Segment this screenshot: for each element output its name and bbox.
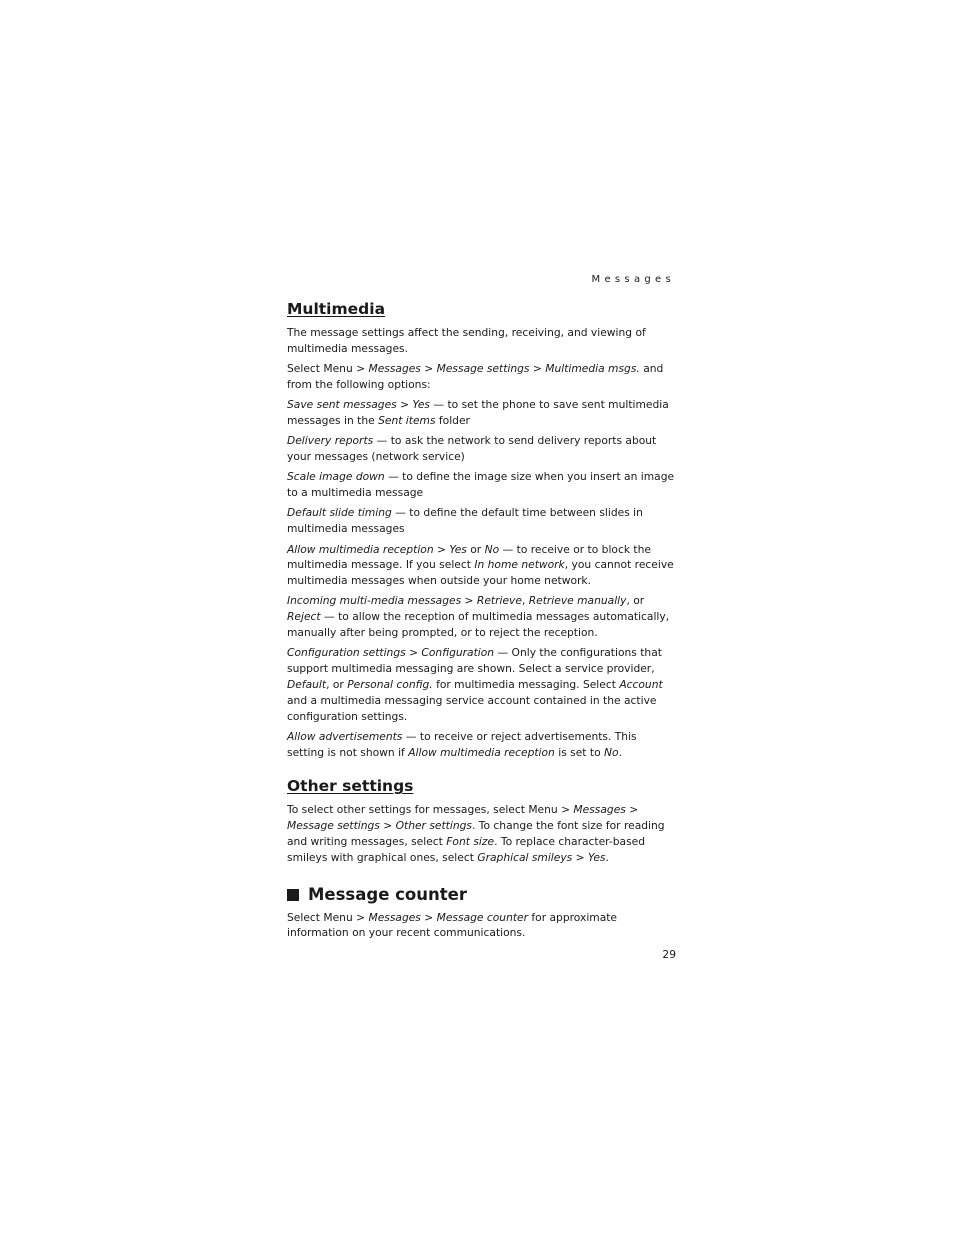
separator: >	[461, 594, 477, 608]
menu-item: Font size	[446, 835, 495, 849]
separator: >	[433, 542, 450, 556]
menu-item: Message counter	[436, 910, 529, 924]
text: . To change the font size for reading and writing messages, select	[287, 819, 665, 849]
menu-keyword: Menu	[323, 362, 353, 376]
option-save-sent-messages	[287, 397, 677, 429]
option-description: — to set the phone to save sent multimedia messages in the	[287, 398, 669, 427]
menu-item: Multimedia msgs.	[545, 362, 640, 376]
page-content	[287, 299, 677, 946]
option-name: Configuration settings	[287, 646, 406, 660]
menu-item: Other settings	[395, 819, 472, 833]
text: and a multimedia messaging service account contained in the active configuration settings.	[287, 693, 657, 723]
option-name: Default slide timing	[287, 506, 392, 520]
option-name: Allow multimedia reception	[408, 745, 555, 759]
text: is set to	[554, 745, 605, 759]
text: Select	[287, 910, 324, 924]
option-description: — to ask the network to send delivery reports about your messages (network service)	[287, 434, 657, 464]
option-allow-multimedia-reception	[287, 542, 677, 589]
option-configuration-settings	[287, 645, 677, 724]
message-counter-heading	[287, 884, 677, 906]
text: Select	[287, 362, 324, 376]
separator: >	[405, 646, 422, 660]
folder-name: Sent items	[378, 413, 436, 427]
option-value: Yes	[449, 542, 467, 556]
option-description: — to define the image size when you insert an image to a multimedia message	[287, 470, 675, 500]
menu-item: Message settings	[436, 362, 530, 376]
option-value: Personal config.	[347, 677, 433, 691]
multimedia-menu-path	[287, 361, 677, 393]
option-description: — to receive or reject advertisements. This setting is not shown if	[287, 729, 637, 759]
option-value: Yes	[412, 398, 430, 412]
option-value: Yes	[588, 850, 606, 864]
option-name: Delivery reports	[287, 434, 374, 448]
text: To select other settings for messages, select	[287, 803, 529, 817]
message-counter-paragraph	[287, 910, 677, 942]
separator: >	[379, 819, 396, 833]
running-header: Messages	[591, 274, 675, 285]
option-description: — to receive or to block the multimedia message. If you select	[287, 542, 651, 572]
text: ,	[521, 594, 529, 608]
option-incoming-multimedia-messages	[287, 593, 677, 640]
text: or	[466, 542, 485, 556]
text: , or	[626, 594, 645, 608]
option-name: Save sent messages	[287, 398, 397, 412]
text: , or	[326, 677, 348, 691]
option-value: Default	[287, 677, 327, 691]
separator: >	[352, 362, 369, 376]
menu-item: Messages	[368, 910, 421, 924]
option-value: In home network	[474, 558, 565, 572]
separator: >	[557, 803, 574, 817]
option-value: No	[484, 542, 500, 556]
option-name: Scale image down	[287, 470, 385, 484]
multimedia-intro: The message settings affect the sending, receiving, and viewing of multimedia messages.	[287, 326, 646, 355]
separator: >	[420, 362, 437, 376]
option-value: Account	[619, 677, 663, 691]
option-value: Configuration	[421, 646, 495, 660]
separator: >	[396, 398, 413, 412]
menu-item: Graphical smileys	[477, 850, 573, 864]
text: .	[605, 850, 609, 864]
menu-item: Messages	[368, 362, 421, 376]
option-name: Allow advertisements	[287, 729, 403, 743]
text: , you cannot receive multimedia messages when outside your home network.	[287, 558, 674, 588]
menu-item: Messages	[573, 803, 626, 817]
menu-keyword: Menu	[323, 910, 353, 924]
option-allow-advertisements	[287, 729, 677, 761]
option-name: Incoming multi-media messages	[287, 594, 462, 608]
option-value: No	[604, 745, 619, 759]
option-value: Retrieve manually	[528, 594, 627, 608]
separator: >	[625, 803, 639, 817]
separator: >	[529, 362, 546, 376]
multimedia-heading: Multimedia	[287, 300, 386, 318]
separator: >	[352, 910, 369, 924]
other-settings-paragraph	[287, 802, 677, 865]
option-description: — to define the default time between slides in multimedia messages	[287, 506, 643, 536]
option-delivery-reports	[287, 433, 677, 465]
option-default-slide-timing	[287, 505, 677, 537]
text: for approximate information on your recent communications.	[287, 910, 618, 940]
section-title: Message counter	[308, 884, 467, 904]
option-value: Reject	[287, 610, 321, 624]
text: . To replace character-based smileys with graphical ones, select	[287, 835, 645, 864]
option-description: — Only the configurations that support multimedia messaging are shown. Select a service provider,	[287, 646, 662, 676]
option-name: Allow multimedia reception	[287, 542, 434, 556]
option-value: Retrieve	[476, 594, 522, 608]
text: for multimedia messaging. Select	[432, 677, 620, 691]
option-scale-image-down	[287, 469, 677, 501]
option-description: — to allow the reception of multimedia messages automatically, manually after being prompted, or to reject the reception.	[287, 610, 670, 640]
page-number: 29	[662, 948, 676, 961]
menu-keyword: Menu	[528, 803, 558, 817]
menu-item: Message settings	[287, 819, 380, 833]
other-settings-heading: Other settings	[287, 777, 414, 796]
text: folder	[435, 413, 470, 427]
section-square-icon	[287, 889, 299, 901]
separator: >	[420, 910, 437, 924]
separator: >	[572, 850, 588, 864]
text: and from the following options:	[287, 362, 664, 391]
text: .	[618, 745, 622, 759]
